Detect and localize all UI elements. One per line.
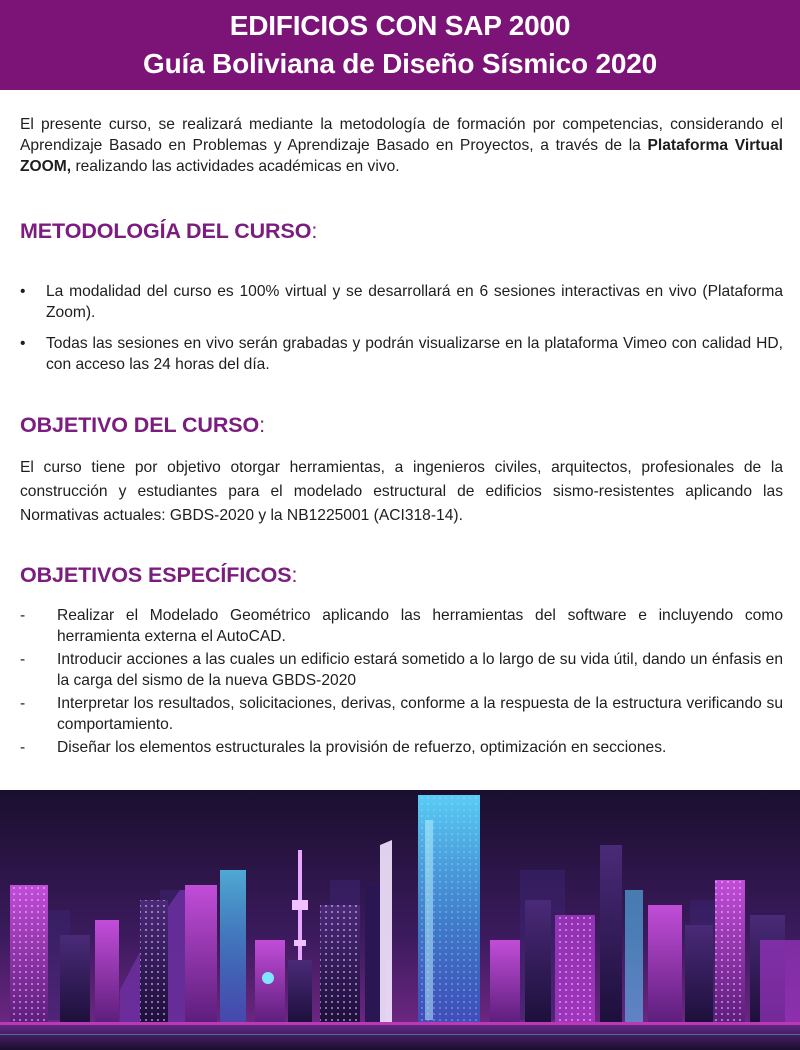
bullet-icon: •	[20, 283, 26, 300]
city-skyline-illustration	[0, 790, 800, 1050]
heading-metodologia	[20, 218, 317, 244]
heading-colon: :	[291, 563, 298, 587]
page-title: EDIFICIOS CON SAP 2000	[229, 10, 571, 41]
list-item-text: Diseñar los elementos estructurales la provisión de refuerzo, optimización en secciones.	[57, 739, 667, 756]
heading-especificos	[20, 562, 297, 588]
heading-especificos-text: OBJETIVOS ESPECÍFICOS	[20, 563, 292, 587]
list-item	[20, 693, 783, 735]
heading-objetivo-text: OBJETIVO DEL CURSO	[20, 413, 260, 437]
list-item	[20, 281, 783, 323]
list-item	[20, 333, 783, 375]
header-banner	[0, 0, 800, 90]
dash-icon: -	[20, 651, 26, 668]
metodologia-list	[20, 281, 783, 385]
intro-bold-platform: Plataforma Virtual ZOOM,	[20, 137, 783, 175]
intro-text-2: realizando las actividades académicas en vivo.	[71, 158, 400, 175]
especificos-list	[20, 605, 783, 760]
intro-text-1: El presente curso, se realizará mediante la metodología de formación por competencias, considerando el Aprendizaje Basado en Problemas y Aprendizaje Basado en Proyectos, a través de la	[20, 116, 783, 154]
heading-objetivo	[20, 412, 265, 438]
heading-metodologia-text: METODOLOGÍA DEL CURSO	[20, 219, 312, 243]
list-item-text: Introducir acciones a las cuales un edificio estará sometido a lo largo de su vida útil, dando un énfasis en la carga del sismo de la nueva GBDS-2020	[57, 651, 783, 689]
heading-colon: :	[259, 413, 265, 437]
page-subtitle: Guía Boliviana de Diseño Sísmico 2020	[143, 48, 657, 79]
list-item-text: Todas las sesiones en vivo serán grabadas y podrán visualizarse en la plataforma Vimeo con calidad HD, con acceso las 24 horas del día.	[46, 335, 783, 373]
dash-icon: -	[20, 739, 26, 756]
list-item	[20, 605, 783, 647]
list-item-text: Realizar el Modelado Geométrico aplicando las herramientas del software e incluyendo como herramienta externa el AutoCAD.	[57, 607, 783, 645]
dash-icon: -	[20, 695, 26, 712]
list-item-text: La modalidad del curso es 100% virtual y se desarrollará en 6 sesiones interactivas en vivo (Plataforma Zoom).	[46, 283, 783, 321]
city-skyline-image	[0, 790, 800, 1050]
course-content	[0, 90, 800, 790]
list-item	[20, 649, 783, 691]
list-item	[20, 737, 783, 758]
dash-icon: -	[20, 607, 26, 624]
bullet-icon: •	[20, 335, 26, 352]
list-item-text: Interpretar los resultados, solicitaciones, derivas, conforme a la respuesta de la estructura verificando su comportamiento.	[57, 695, 783, 733]
intro-paragraph	[20, 114, 783, 177]
objetivo-paragraph: El curso tiene por objetivo otorgar herramientas, a ingenieros civiles, arquitectos, profesionales de la construcción y estudiantes para el modelado estructural de edificios sismo-resistentes aplicando las Normativas actuales: GBDS-2020 y la NB1225001 (ACI318-14).	[20, 459, 783, 524]
heading-colon: :	[311, 219, 318, 243]
